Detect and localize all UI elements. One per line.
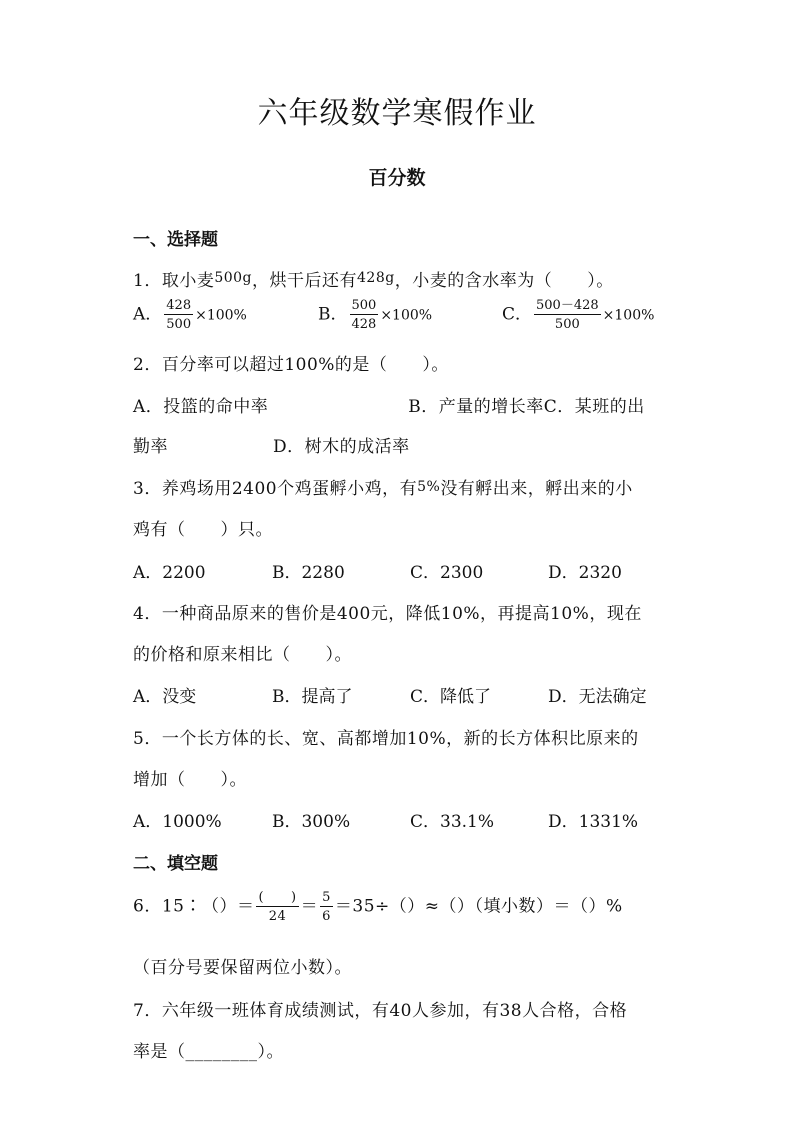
fraction xyxy=(534,298,601,332)
page-title: 六年级数学寒假作业 xyxy=(257,96,537,131)
question-1-stem-c: ，小麦的含水率为（ ）。 xyxy=(394,271,614,291)
question-1-stem-b: ，烘干后还有 xyxy=(252,271,358,291)
option-label: C． xyxy=(502,304,533,325)
question-3-line-2: 鸡有（ ）只。 xyxy=(133,520,273,540)
question-6-line-1 xyxy=(133,890,623,924)
question-6-line-2: （百分号要保留两位小数）。 xyxy=(133,958,352,978)
fraction-denominator: 428 xyxy=(351,317,377,332)
question-4-option-d: D．无法确定 xyxy=(548,687,647,707)
question-2-options-line-2: 勤率 D．树木的成活率 xyxy=(133,437,410,457)
option-label: A． xyxy=(133,304,163,325)
question-4-option-c: C．降低了 xyxy=(410,687,492,707)
question-3-option-b: B．2280 xyxy=(272,563,345,583)
section-heading-fill: 二、填空题 xyxy=(133,854,218,874)
question-6-prefix: 6．15∶（）＝ xyxy=(133,896,255,917)
question-3-option-d: D．2320 xyxy=(548,563,622,583)
fraction-numerator: 428 xyxy=(166,298,192,313)
question-5-option-d: D．1331% xyxy=(548,812,639,832)
question-5-option-a: A．1000% xyxy=(133,812,222,832)
question-4-option-a: A．没变 xyxy=(133,687,197,707)
fraction xyxy=(164,298,193,332)
question-3-stem-b: 没有孵出来，孵出来的小 xyxy=(440,479,633,499)
question-1-amount-1: 500g xyxy=(214,270,253,286)
question-6-suffix: ＝35÷（）≈（）（填小数）＝（）% xyxy=(334,896,623,917)
question-4-option-b: B．提高了 xyxy=(272,687,353,707)
fraction-numerator: 500 xyxy=(351,298,377,313)
fraction-suffix: ×100% xyxy=(195,307,247,324)
equals-sign: ＝ xyxy=(300,896,319,917)
fraction-numerator: 5 xyxy=(322,890,331,905)
question-4-line-1: 4．一种商品原来的售价是400元，降低10%，再提高10%，现在 xyxy=(133,604,642,624)
fraction-denominator: 500 xyxy=(554,317,580,332)
fraction-denominator: 24 xyxy=(268,909,287,924)
question-3-option-a: A．2200 xyxy=(133,563,206,583)
section-heading-choice: 一、选择题 xyxy=(133,230,218,250)
fraction xyxy=(350,298,379,332)
question-1 xyxy=(133,266,614,291)
fraction-numerator: ( ) xyxy=(258,890,297,905)
question-5-option-b: B．300% xyxy=(272,812,351,832)
question-7-line-2: 率是（________）。 xyxy=(133,1042,284,1062)
fraction-numerator: 500－428 xyxy=(536,298,599,313)
fraction xyxy=(320,890,333,924)
question-3-option-c: C．2300 xyxy=(410,563,484,583)
question-4-line-2: 的价格和原来相比（ ）。 xyxy=(133,645,352,665)
option-label: B． xyxy=(318,304,348,325)
page-subtitle: 百分数 xyxy=(368,167,426,189)
question-1-option-b xyxy=(318,298,432,332)
question-1-option-c xyxy=(502,298,654,332)
question-1-option-a xyxy=(133,298,247,332)
fraction-denominator: 6 xyxy=(322,909,331,924)
question-7-line-1: 7．六年级一班体育成绩测试，有40人参加，有38人合格，合格 xyxy=(133,1001,628,1021)
question-3-line-1 xyxy=(133,474,633,499)
fraction-suffix: ×100% xyxy=(602,307,655,324)
question-2-stem: 2．百分率可以超过100%的是（ ）。 xyxy=(133,355,449,375)
fraction-suffix: ×100% xyxy=(380,307,433,324)
fraction-denominator: 500 xyxy=(166,317,192,332)
question-3-percent: 5% xyxy=(417,479,441,495)
question-2-options-line-1: A．投篮的命中率 B．产量的增长率C．某班的出 xyxy=(133,397,645,417)
question-5-line-2: 增加（ ）。 xyxy=(133,770,247,790)
fraction xyxy=(256,890,298,924)
question-3-stem-a: 3．养鸡场用2400个鸡蛋孵小鸡，有 xyxy=(133,479,418,499)
question-1-stem-a: 1．取小麦 xyxy=(133,271,215,291)
question-5-option-c: C．33.1% xyxy=(410,812,495,832)
question-1-amount-2: 428g xyxy=(357,270,395,286)
question-5-line-1: 5．一个长方体的长、宽、高都增加10%，新的长方体积比原来的 xyxy=(133,729,639,749)
